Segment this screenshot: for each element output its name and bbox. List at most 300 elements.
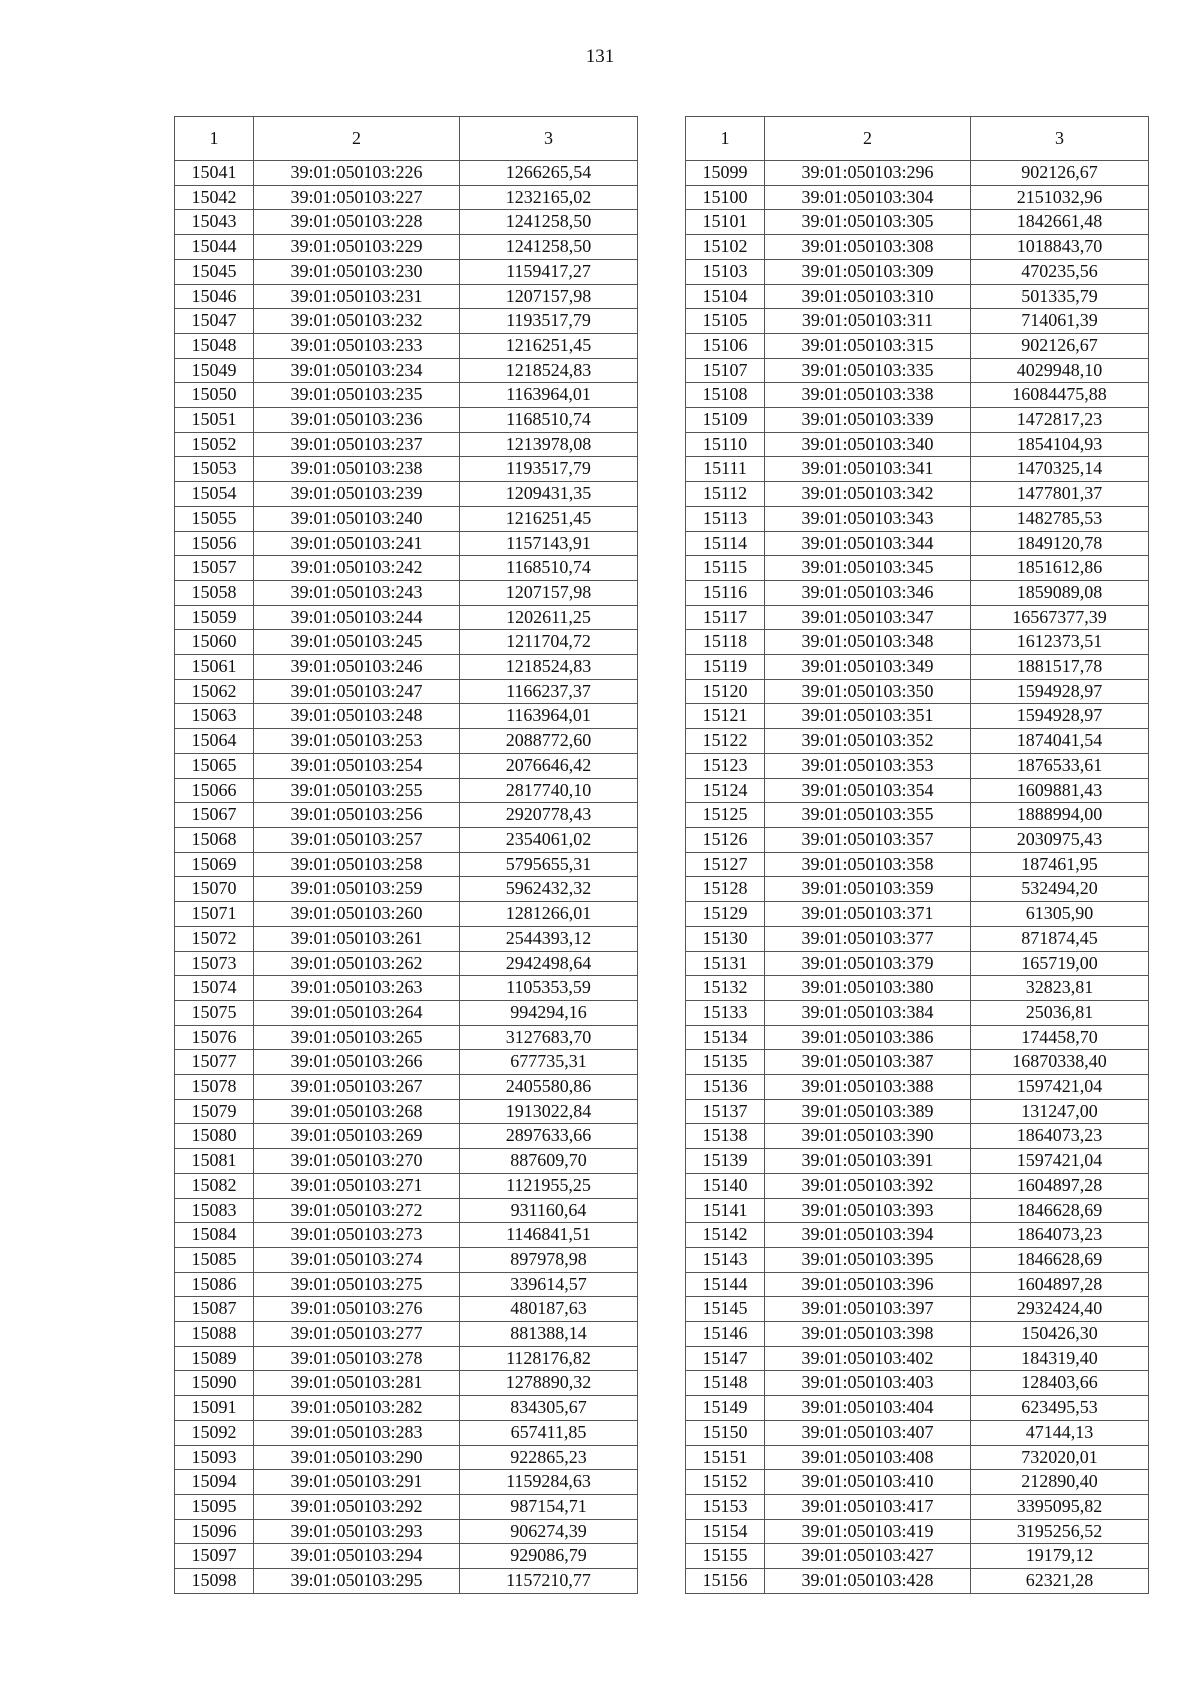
page-number: 131: [585, 46, 615, 67]
value-cell: 1211704,72: [460, 630, 638, 655]
value-cell: 1157143,91: [460, 531, 638, 556]
table-row: [686, 358, 1149, 383]
row-number-cell: 15109: [686, 408, 765, 433]
value-cell: 1218524,83: [460, 358, 638, 383]
value-cell: 677735,31: [460, 1050, 638, 1075]
cadastral-number-cell: 39:01:050103:345: [765, 556, 971, 581]
row-number-cell: 15062: [175, 679, 254, 704]
row-number-cell: 15123: [686, 753, 765, 778]
value-cell: 1482785,53: [971, 506, 1149, 531]
value-cell: 1888994,00: [971, 803, 1149, 828]
table-row: [686, 1000, 1149, 1025]
table-row: [686, 655, 1149, 680]
table-header: [686, 117, 1149, 161]
cadastral-number-cell: 39:01:050103:258: [254, 852, 460, 877]
row-number-cell: 15111: [686, 457, 765, 482]
row-number-cell: 15130: [686, 926, 765, 951]
value-cell: 1157210,77: [460, 1569, 638, 1594]
row-number-cell: 15091: [175, 1396, 254, 1421]
value-cell: 2354061,02: [460, 827, 638, 852]
cadastral-number-cell: 39:01:050103:276: [254, 1297, 460, 1322]
cadastral-number-cell: 39:01:050103:242: [254, 556, 460, 581]
cadastral-number-cell: 39:01:050103:403: [765, 1371, 971, 1396]
value-cell: 150426,30: [971, 1322, 1149, 1347]
row-number-cell: 15140: [686, 1173, 765, 1198]
cadastral-number-cell: 39:01:050103:232: [254, 309, 460, 334]
table-row: [686, 580, 1149, 605]
table-row: [686, 729, 1149, 754]
value-cell: 1842661,48: [971, 210, 1149, 235]
cadastral-number-cell: 39:01:050103:257: [254, 827, 460, 852]
row-number-cell: 15085: [175, 1247, 254, 1272]
cadastral-number-cell: 39:01:050103:266: [254, 1050, 460, 1075]
cadastral-number-cell: 39:01:050103:309: [765, 259, 971, 284]
value-cell: 501335,79: [971, 284, 1149, 309]
table-row: [686, 506, 1149, 531]
cadastral-number-cell: 39:01:050103:305: [765, 210, 971, 235]
table-body: [686, 161, 1149, 1594]
value-cell: 32823,81: [971, 976, 1149, 1001]
row-number-cell: 15127: [686, 852, 765, 877]
table-body: [175, 161, 638, 1594]
table-row: [175, 976, 638, 1001]
cadastral-number-cell: 39:01:050103:228: [254, 210, 460, 235]
value-cell: 2920778,43: [460, 803, 638, 828]
table-row: [175, 1099, 638, 1124]
row-number-cell: 15051: [175, 408, 254, 433]
row-number-cell: 15050: [175, 383, 254, 408]
row-number-cell: 15073: [175, 951, 254, 976]
row-number-cell: 15042: [175, 185, 254, 210]
row-number-cell: 15094: [175, 1470, 254, 1495]
value-cell: 1207157,98: [460, 284, 638, 309]
cadastral-number-cell: 39:01:050103:343: [765, 506, 971, 531]
value-cell: 1851612,86: [971, 556, 1149, 581]
value-cell: 1216251,45: [460, 333, 638, 358]
row-number-cell: 15081: [175, 1149, 254, 1174]
cadastral-number-cell: 39:01:050103:229: [254, 235, 460, 260]
cadastral-number-cell: 39:01:050103:404: [765, 1396, 971, 1421]
value-cell: 3395095,82: [971, 1494, 1149, 1519]
row-number-cell: 15112: [686, 482, 765, 507]
cadastral-number-cell: 39:01:050103:281: [254, 1371, 460, 1396]
value-cell: 165719,00: [971, 951, 1149, 976]
table-row: [686, 605, 1149, 630]
cadastral-number-cell: 39:01:050103:255: [254, 778, 460, 803]
cadastral-number-cell: 39:01:050103:243: [254, 580, 460, 605]
row-number-cell: 15139: [686, 1149, 765, 1174]
row-number-cell: 15149: [686, 1396, 765, 1421]
table-row: [175, 1470, 638, 1495]
value-cell: 623495,53: [971, 1396, 1149, 1421]
table-row: [175, 1198, 638, 1223]
value-cell: 1128176,82: [460, 1346, 638, 1371]
row-number-cell: 15133: [686, 1000, 765, 1025]
value-cell: 929086,79: [460, 1544, 638, 1569]
table-row: [686, 210, 1149, 235]
value-cell: 174458,70: [971, 1025, 1149, 1050]
table-row: [175, 1519, 638, 1544]
table-row: [175, 926, 638, 951]
cadastral-number-cell: 39:01:050103:339: [765, 408, 971, 433]
row-number-cell: 15099: [686, 161, 765, 186]
cadastral-number-cell: 39:01:050103:315: [765, 333, 971, 358]
cadastral-number-cell: 39:01:050103:261: [254, 926, 460, 951]
value-cell: 994294,16: [460, 1000, 638, 1025]
value-cell: 1864073,23: [971, 1124, 1149, 1149]
cadastral-number-cell: 39:01:050103:344: [765, 531, 971, 556]
row-number-cell: 15143: [686, 1247, 765, 1272]
table-row: [686, 679, 1149, 704]
value-cell: 657411,85: [460, 1420, 638, 1445]
row-number-cell: 15048: [175, 333, 254, 358]
value-cell: 2151032,96: [971, 185, 1149, 210]
table-row: [175, 1124, 638, 1149]
cadastral-number-cell: 39:01:050103:244: [254, 605, 460, 630]
cadastral-number-cell: 39:01:050103:419: [765, 1519, 971, 1544]
cadastral-number-cell: 39:01:050103:391: [765, 1149, 971, 1174]
row-number-cell: 15134: [686, 1025, 765, 1050]
table-row: [686, 1371, 1149, 1396]
row-number-cell: 15108: [686, 383, 765, 408]
cadastral-number-cell: 39:01:050103:227: [254, 185, 460, 210]
table-row: [175, 1025, 638, 1050]
table-row: [686, 1198, 1149, 1223]
table-row: [175, 284, 638, 309]
value-cell: 470235,56: [971, 259, 1149, 284]
cadastral-number-cell: 39:01:050103:396: [765, 1272, 971, 1297]
cadastral-number-cell: 39:01:050103:417: [765, 1494, 971, 1519]
table-row: [175, 1149, 638, 1174]
row-number-cell: 15120: [686, 679, 765, 704]
cadastral-number-cell: 39:01:050103:350: [765, 679, 971, 704]
cadastral-number-cell: 39:01:050103:341: [765, 457, 971, 482]
row-number-cell: 15103: [686, 259, 765, 284]
cadastral-number-cell: 39:01:050103:355: [765, 803, 971, 828]
table-row: [175, 358, 638, 383]
table-row: [686, 309, 1149, 334]
cadastral-number-cell: 39:01:050103:260: [254, 902, 460, 927]
cadastral-number-cell: 39:01:050103:387: [765, 1050, 971, 1075]
table-row: [686, 1075, 1149, 1100]
table-row: [175, 1445, 638, 1470]
cadastral-number-cell: 39:01:050103:226: [254, 161, 460, 186]
row-number-cell: 15056: [175, 531, 254, 556]
cadastral-number-cell: 39:01:050103:340: [765, 432, 971, 457]
table-row: [686, 926, 1149, 951]
table-row: [686, 383, 1149, 408]
value-cell: 1859089,08: [971, 580, 1149, 605]
table-row: [175, 580, 638, 605]
value-cell: 1604897,28: [971, 1272, 1149, 1297]
row-number-cell: 15118: [686, 630, 765, 655]
table-row: [175, 556, 638, 581]
table-row: [175, 432, 638, 457]
value-cell: 61305,90: [971, 902, 1149, 927]
cadastral-number-cell: 39:01:050103:338: [765, 383, 971, 408]
cadastral-number-cell: 39:01:050103:265: [254, 1025, 460, 1050]
table-row: [175, 1494, 638, 1519]
table-row: [686, 753, 1149, 778]
table-row: [175, 827, 638, 852]
row-number-cell: 15076: [175, 1025, 254, 1050]
row-number-cell: 15071: [175, 902, 254, 927]
value-cell: 1472817,23: [971, 408, 1149, 433]
column-header-1: 1: [686, 117, 765, 161]
cadastral-number-cell: 39:01:050103:384: [765, 1000, 971, 1025]
column-header-2: 2: [765, 117, 971, 161]
row-number-cell: 15122: [686, 729, 765, 754]
value-cell: 2897633,66: [460, 1124, 638, 1149]
value-cell: 339614,57: [460, 1272, 638, 1297]
row-number-cell: 15077: [175, 1050, 254, 1075]
cadastral-number-cell: 39:01:050103:386: [765, 1025, 971, 1050]
row-number-cell: 15150: [686, 1420, 765, 1445]
row-number-cell: 15053: [175, 457, 254, 482]
value-cell: 732020,01: [971, 1445, 1149, 1470]
table-row: [686, 704, 1149, 729]
value-cell: 1477801,37: [971, 482, 1149, 507]
column-header-3: 3: [971, 117, 1149, 161]
value-cell: 1874041,54: [971, 729, 1149, 754]
value-cell: 1241258,50: [460, 210, 638, 235]
cadastral-number-cell: 39:01:050103:354: [765, 778, 971, 803]
cadastral-number-cell: 39:01:050103:247: [254, 679, 460, 704]
value-cell: 1846628,69: [971, 1247, 1149, 1272]
value-cell: 1207157,98: [460, 580, 638, 605]
table-row: [175, 704, 638, 729]
cadastral-number-cell: 39:01:050103:236: [254, 408, 460, 433]
table-row: [686, 1544, 1149, 1569]
value-cell: 897978,98: [460, 1247, 638, 1272]
table-row: [175, 877, 638, 902]
cadastral-number-cell: 39:01:050103:353: [765, 753, 971, 778]
table-row: [175, 1322, 638, 1347]
table-row: [686, 185, 1149, 210]
table-row: [175, 457, 638, 482]
value-cell: 184319,40: [971, 1346, 1149, 1371]
left-data-table: [174, 116, 638, 1594]
table-row: [175, 383, 638, 408]
cadastral-number-cell: 39:01:050103:248: [254, 704, 460, 729]
table-row: [175, 1544, 638, 1569]
row-number-cell: 15102: [686, 235, 765, 260]
value-cell: 480187,63: [460, 1297, 638, 1322]
value-cell: 25036,81: [971, 1000, 1149, 1025]
row-number-cell: 15084: [175, 1223, 254, 1248]
table-row: [686, 1050, 1149, 1075]
row-number-cell: 15054: [175, 482, 254, 507]
value-cell: 1202611,25: [460, 605, 638, 630]
table-row: [686, 902, 1149, 927]
row-number-cell: 15154: [686, 1519, 765, 1544]
value-cell: 1121955,25: [460, 1173, 638, 1198]
value-cell: 2076646,42: [460, 753, 638, 778]
row-number-cell: 15144: [686, 1272, 765, 1297]
cadastral-number-cell: 39:01:050103:389: [765, 1099, 971, 1124]
table-row: [686, 827, 1149, 852]
cadastral-number-cell: 39:01:050103:394: [765, 1223, 971, 1248]
cadastral-number-cell: 39:01:050103:231: [254, 284, 460, 309]
table-row: [175, 729, 638, 754]
table-row: [686, 778, 1149, 803]
row-number-cell: 15106: [686, 333, 765, 358]
table-row: [686, 1247, 1149, 1272]
cadastral-number-cell: 39:01:050103:253: [254, 729, 460, 754]
row-number-cell: 15126: [686, 827, 765, 852]
cadastral-number-cell: 39:01:050103:291: [254, 1470, 460, 1495]
row-number-cell: 15083: [175, 1198, 254, 1223]
table-row: [175, 1346, 638, 1371]
cadastral-number-cell: 39:01:050103:269: [254, 1124, 460, 1149]
row-number-cell: 15066: [175, 778, 254, 803]
value-cell: 1281266,01: [460, 902, 638, 927]
row-number-cell: 15151: [686, 1445, 765, 1470]
cadastral-number-cell: 39:01:050103:352: [765, 729, 971, 754]
value-cell: 1105353,59: [460, 976, 638, 1001]
cadastral-number-cell: 39:01:050103:358: [765, 852, 971, 877]
value-cell: 4029948,10: [971, 358, 1149, 383]
value-cell: 871874,45: [971, 926, 1149, 951]
table-row: [686, 1173, 1149, 1198]
cadastral-number-cell: 39:01:050103:263: [254, 976, 460, 1001]
table-row: [175, 1050, 638, 1075]
cadastral-number-cell: 39:01:050103:267: [254, 1075, 460, 1100]
value-cell: 47144,13: [971, 1420, 1149, 1445]
value-cell: 2405580,86: [460, 1075, 638, 1100]
table-row: [686, 1297, 1149, 1322]
row-number-cell: 15129: [686, 902, 765, 927]
cadastral-number-cell: 39:01:050103:292: [254, 1494, 460, 1519]
table-row: [686, 1569, 1149, 1594]
cadastral-number-cell: 39:01:050103:347: [765, 605, 971, 630]
table-row: [175, 1297, 638, 1322]
value-cell: 2817740,10: [460, 778, 638, 803]
table-row: [686, 877, 1149, 902]
right-data-table: [685, 116, 1149, 1594]
row-number-cell: 15114: [686, 531, 765, 556]
value-cell: 1163964,01: [460, 383, 638, 408]
row-number-cell: 15145: [686, 1297, 765, 1322]
value-cell: 62321,28: [971, 1569, 1149, 1594]
cadastral-number-cell: 39:01:050103:427: [765, 1544, 971, 1569]
table-row: [686, 1494, 1149, 1519]
row-number-cell: 15057: [175, 556, 254, 581]
cadastral-number-cell: 39:01:050103:275: [254, 1272, 460, 1297]
table-row: [175, 630, 638, 655]
cadastral-number-cell: 39:01:050103:348: [765, 630, 971, 655]
table-row: [175, 1569, 638, 1594]
row-number-cell: 15128: [686, 877, 765, 902]
cadastral-number-cell: 39:01:050103:268: [254, 1099, 460, 1124]
row-number-cell: 15136: [686, 1075, 765, 1100]
value-cell: 3127683,70: [460, 1025, 638, 1050]
row-number-cell: 15090: [175, 1371, 254, 1396]
row-number-cell: 15125: [686, 803, 765, 828]
column-header-1: 1: [175, 117, 254, 161]
cadastral-number-cell: 39:01:050103:262: [254, 951, 460, 976]
cadastral-number-cell: 39:01:050103:293: [254, 1519, 460, 1544]
cadastral-number-cell: 39:01:050103:230: [254, 259, 460, 284]
value-cell: 1913022,84: [460, 1099, 638, 1124]
cadastral-number-cell: 39:01:050103:240: [254, 506, 460, 531]
cadastral-number-cell: 39:01:050103:294: [254, 1544, 460, 1569]
cadastral-number-cell: 39:01:050103:395: [765, 1247, 971, 1272]
cadastral-number-cell: 39:01:050103:264: [254, 1000, 460, 1025]
value-cell: 887609,70: [460, 1149, 638, 1174]
value-cell: 2544393,12: [460, 926, 638, 951]
value-cell: 902126,67: [971, 333, 1149, 358]
cadastral-number-cell: 39:01:050103:342: [765, 482, 971, 507]
row-number-cell: 15045: [175, 259, 254, 284]
value-cell: 1193517,79: [460, 457, 638, 482]
row-number-cell: 15070: [175, 877, 254, 902]
table-row: [686, 161, 1149, 186]
cadastral-number-cell: 39:01:050103:245: [254, 630, 460, 655]
table-row: [686, 976, 1149, 1001]
row-number-cell: 15088: [175, 1322, 254, 1347]
table-row: [686, 408, 1149, 433]
table-row: [686, 803, 1149, 828]
row-number-cell: 15096: [175, 1519, 254, 1544]
cadastral-number-cell: 39:01:050103:428: [765, 1569, 971, 1594]
table-row: [175, 161, 638, 186]
table-row: [175, 1371, 638, 1396]
value-cell: 532494,20: [971, 877, 1149, 902]
table-row: [686, 432, 1149, 457]
row-number-cell: 15049: [175, 358, 254, 383]
row-number-cell: 15146: [686, 1322, 765, 1347]
cadastral-number-cell: 39:01:050103:379: [765, 951, 971, 976]
value-cell: 931160,64: [460, 1198, 638, 1223]
table-header: [175, 117, 638, 161]
value-cell: 2942498,64: [460, 951, 638, 976]
table-row: [686, 259, 1149, 284]
value-cell: 922865,23: [460, 1445, 638, 1470]
table-row: [175, 852, 638, 877]
value-cell: 2932424,40: [971, 1297, 1149, 1322]
cadastral-number-cell: 39:01:050103:335: [765, 358, 971, 383]
cadastral-number-cell: 39:01:050103:295: [254, 1569, 460, 1594]
cadastral-number-cell: 39:01:050103:235: [254, 383, 460, 408]
row-number-cell: 15155: [686, 1544, 765, 1569]
table-row: [175, 1420, 638, 1445]
value-cell: 1266265,54: [460, 161, 638, 186]
table-row: [175, 1272, 638, 1297]
row-number-cell: 15098: [175, 1569, 254, 1594]
value-cell: 1166237,37: [460, 679, 638, 704]
row-number-cell: 15067: [175, 803, 254, 828]
row-number-cell: 15092: [175, 1420, 254, 1445]
row-number-cell: 15046: [175, 284, 254, 309]
table-row: [175, 333, 638, 358]
cadastral-number-cell: 39:01:050103:407: [765, 1420, 971, 1445]
row-number-cell: 15104: [686, 284, 765, 309]
value-cell: 906274,39: [460, 1519, 638, 1544]
cadastral-number-cell: 39:01:050103:233: [254, 333, 460, 358]
value-cell: 1849120,78: [971, 531, 1149, 556]
value-cell: 1864073,23: [971, 1223, 1149, 1248]
table-row: [175, 902, 638, 927]
cadastral-number-cell: 39:01:050103:274: [254, 1247, 460, 1272]
table-row: [686, 630, 1149, 655]
value-cell: 1209431,35: [460, 482, 638, 507]
row-number-cell: 15119: [686, 655, 765, 680]
row-number-cell: 15064: [175, 729, 254, 754]
row-number-cell: 15095: [175, 1494, 254, 1519]
cadastral-number-cell: 39:01:050103:254: [254, 753, 460, 778]
table-row: [175, 235, 638, 260]
